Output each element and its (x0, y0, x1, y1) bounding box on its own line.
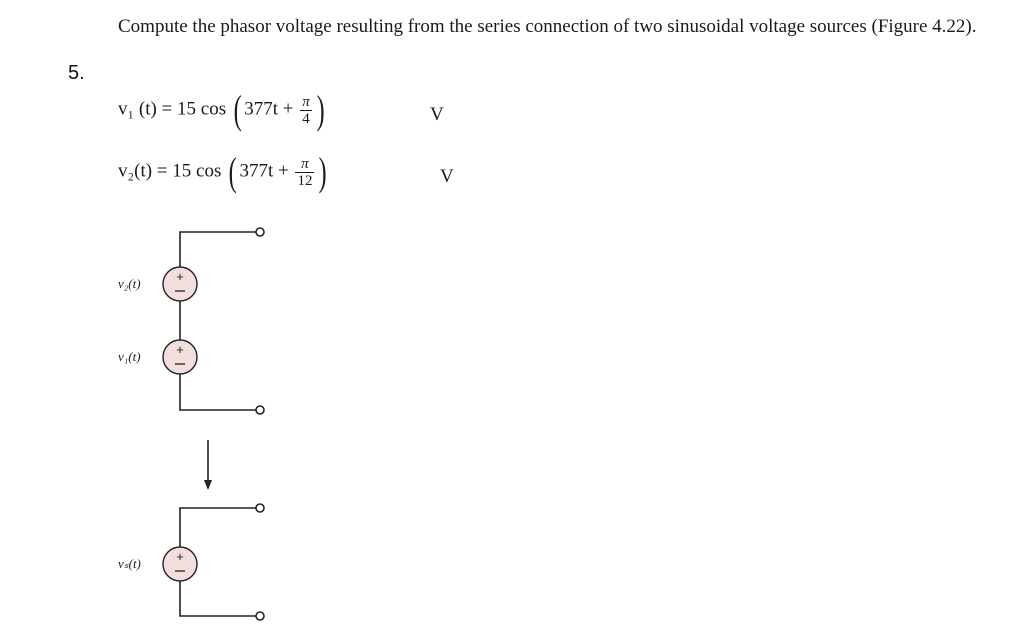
equation-v1: v₁ (t) = 15 cos ( 377t + $\frac{\pi}{4}$ ) V (118, 87, 444, 132)
terminal-bottom-b (256, 612, 264, 620)
equation-v2-lhs: v₂(t) = 15 cos (118, 160, 222, 182)
wire-bottom-upper (180, 508, 256, 547)
arrow-head-icon (204, 480, 212, 490)
source-v1-plus: + (176, 342, 184, 357)
equation-v1-unit: V (430, 104, 444, 125)
problem-prompt: Compute the phasor voltage resulting from the series connection of two sinusoidal voltage sources (Figure 4.22). (118, 16, 977, 37)
source-vs-plus: + (176, 549, 184, 564)
equation-v1-denominator: 4 (302, 110, 310, 127)
question-number: 5. (68, 62, 85, 84)
equation-v1-arg: 377t + (244, 98, 294, 120)
equation-v2: v₂(t) = 15 cos ( 377t + $\frac{\pi}{12}$ ) V (118, 149, 454, 194)
equation-v2-numerator: π (295, 156, 314, 173)
equation-v2-arg: 377t + (239, 160, 289, 182)
source-v2-plus: + (176, 269, 184, 284)
label-v2: v₂(t) (118, 276, 141, 291)
wire-bottom-lower (180, 581, 256, 616)
equation-v1-numerator: π (302, 93, 310, 110)
label-v1: v₁(t) (118, 349, 141, 364)
wire-top-upper (180, 232, 256, 267)
equation-v1-lhs: v₁ (t) = 15 cos (118, 98, 227, 120)
label-vs: vₛ(t) (118, 556, 141, 571)
terminal-bottom-a (256, 504, 264, 512)
terminal-top-a (256, 228, 264, 236)
wire-top-lower (180, 374, 256, 410)
equation-v2-denominator: 12 (297, 172, 313, 189)
terminal-top-b (256, 406, 264, 414)
equation-v2-unit: V (440, 166, 454, 187)
